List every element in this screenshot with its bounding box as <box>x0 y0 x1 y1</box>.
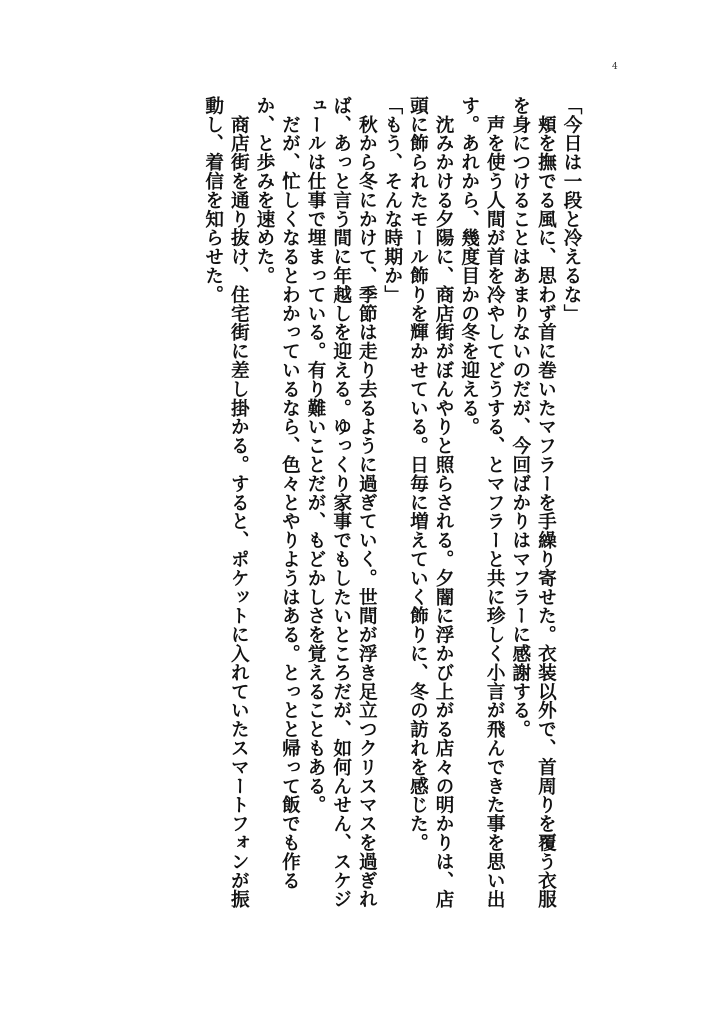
page-number: 4 <box>612 62 618 72</box>
paragraph: 「もう、そんな時期か」 <box>381 96 403 304</box>
paragraph: 声を使う人間が首を冷やしてどうする、とマフラーと共に珍しく小言が飛んできた事を思い出す。あれから、幾度目かの冬を迎える。 <box>458 96 506 909</box>
vertical-text-body <box>124 96 584 916</box>
paragraph: 商店街を通り抜け、住宅街に差し掛かる。すると、ポケットに入れていたスマートフォンが振動し、着信を知らせた。 <box>202 96 250 909</box>
paragraph: 頬を撫でる風に、思わず首に巻いたマフラーを手繰り寄せた。衣装以外で、首周りを覆う衣服を身につけることはあまりないのだが、今回ばかりはマフラーに感謝する。 <box>509 96 557 909</box>
paragraph: 「今日は一段と冷えるな」 <box>561 96 582 323</box>
paragraph: 沈みかける夕陽に、商店街がぼんやりと照らされる。夕闇に浮かび上がる店々の明かりは、店頭に飾られたモール飾りを輝かせている。日毎に増えていく飾りに、冬の訪れを感じた。 <box>407 96 455 909</box>
paragraph: だが、忙しくなるとわかっているなら、色々とやりようはある。とっとと帰って飯でも作るか、と歩みを速めた。 <box>253 96 301 890</box>
paragraph: 秋から冬にかけて、季節は走り去るように過ぎていく。世間が浮き足立つクリスマスを過ぎれば、あっと言う間に年越しを迎える。ゆっくり家事でもしたいところだが、如何んせん、スケジュールは仕事で埋まっている。有り難いことだが、もどかしさを覚えることもある。 <box>305 96 378 909</box>
